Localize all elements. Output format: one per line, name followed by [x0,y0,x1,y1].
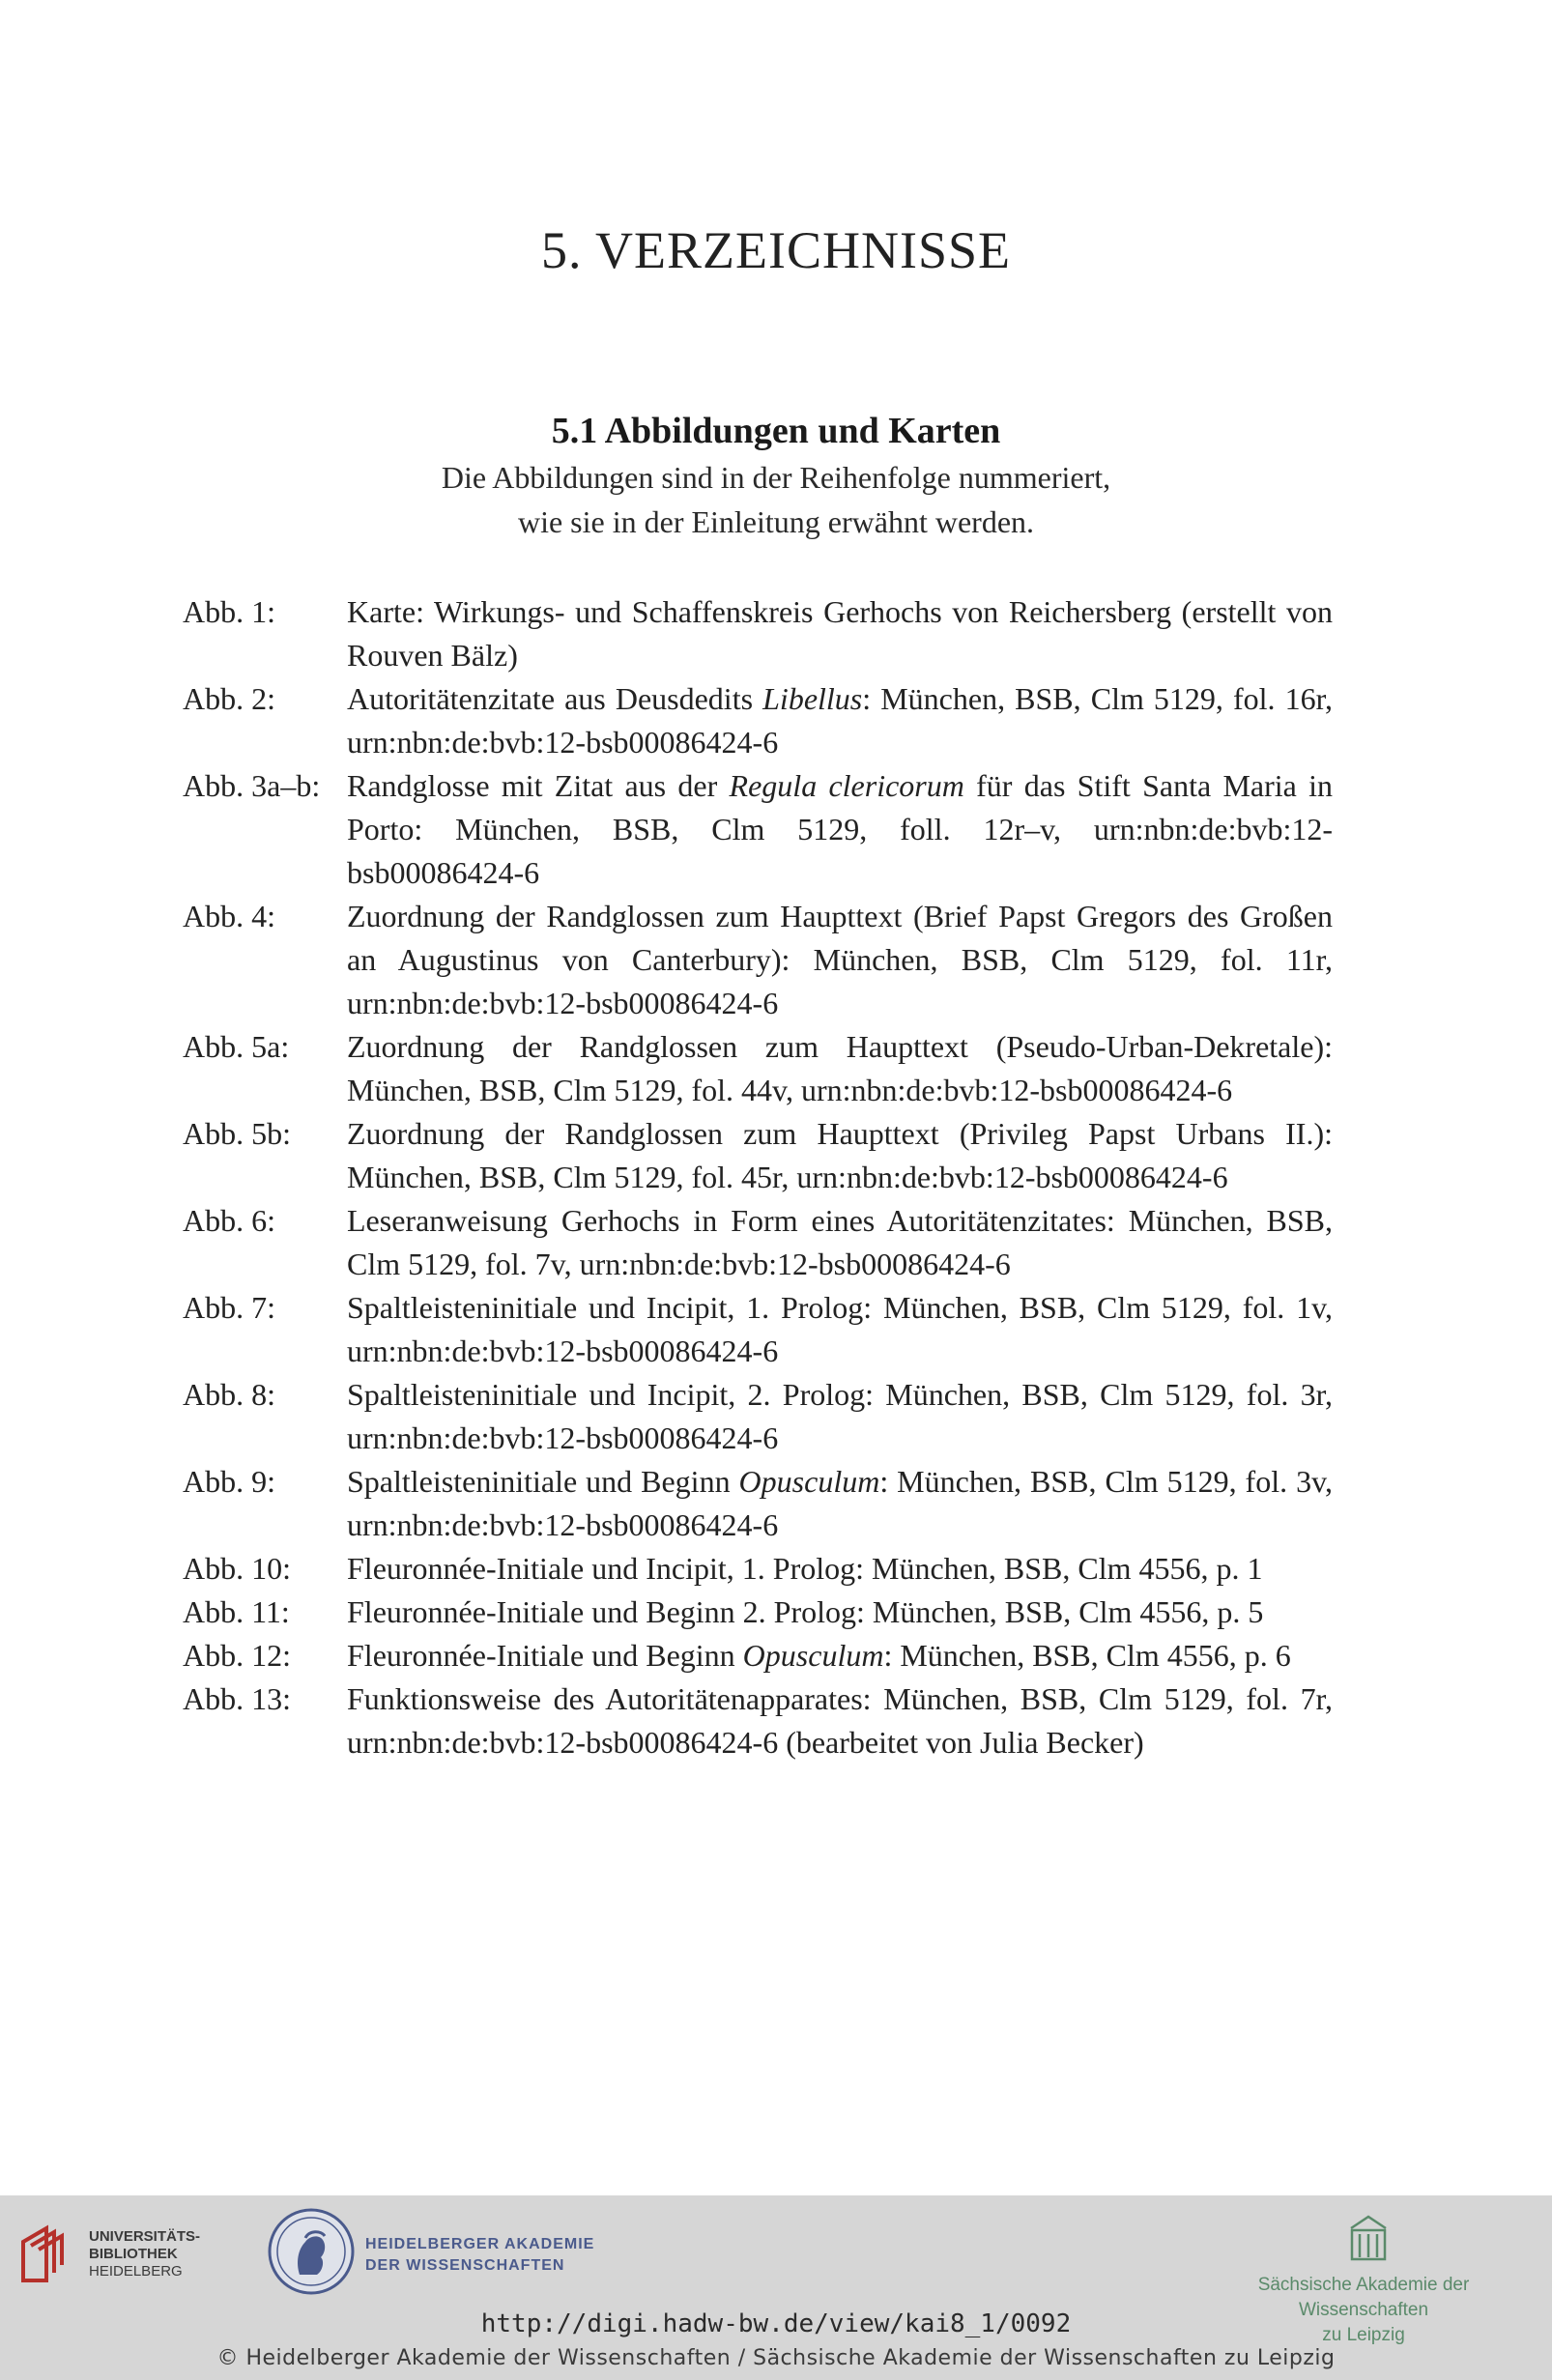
figure-caption [347,1547,1333,1591]
intro-line: Die Abbildungen sind in der Reihenfolge nummeriert, [441,460,1111,495]
figure-label: Abb. 10: [183,1551,291,1586]
list-item [183,1634,1333,1677]
saxon-academy-name: Sächsische Akademie der Wissenschaften zu Leipzig [1257,2275,1470,2345]
caption-segment: : München, BSB, Clm 5129, fol. 3v, urn:nbn:de:bvb:12-bsb00086424-6 [347,1464,1334,1542]
caption-segment: Leseranweisung Gerhochs in Form eines Autoritätenzitates: München, BSB, Clm 5129, fol. 7v, urn:nbn:de:bvb:12-bsb00086424-6 [347,1203,1333,1281]
figure-caption [347,764,1333,895]
list-item [183,895,1333,1025]
figure-label: Abb. 13: [183,1681,291,1716]
university-library-name: UNIVERSITÄTS- BIBLIOTHEK HEIDELBERG [89,2228,201,2280]
copyright-notice: © Heidelberger Akademie der Wissenschaften / Sächsische Akademie der Wissenschaften zu Leipzig [216,2346,1336,2370]
figure-caption [347,1373,1333,1460]
university-library-logo-icon[interactable] [17,2221,81,2293]
figure-caption [347,1199,1333,1286]
caption-segment: : München, BSB, Clm 4556, p. 6 [883,1638,1291,1673]
caption-segment: Randglosse mit Zitat aus der [347,768,730,803]
caption-title-italic: Opusculum [742,1638,884,1673]
figure-label: Abb. 5b: [183,1116,291,1151]
caption-title-italic: Libellus [762,681,863,716]
list-item [183,1547,1333,1591]
figure-label: Abb. 5a: [183,1029,290,1064]
list-item [183,1677,1333,1764]
saxon-academy-building-icon[interactable] [1347,2213,1390,2268]
list-item [183,764,1333,895]
figure-label: Abb. 12: [183,1638,291,1673]
figure-caption [347,677,1333,764]
list-item [183,1591,1333,1634]
figure-label: Abb. 3a–b: [183,768,321,803]
figure-label: Abb. 4: [183,899,275,933]
caption-segment: Fleuronnée-Initiale und Beginn 2. Prolog: München, BSB, Clm 4556, p. 5 [347,1594,1264,1629]
caption-segment: Fleuronnée-Initiale und Beginn [347,1638,743,1673]
caption-segment: Zuordnung der Randglossen zum Haupttext (Brief Papst Gregors des Großen an Augustinus von Canterbury): München, BSB, Clm 5129, fol. 11r, urn:nbn:de:bvb:12-bsb00086424-6 [347,899,1333,1020]
figure-list [183,590,1333,1764]
caption-segment: Funktionsweise des Autoritätenapparates: München, BSB, Clm 5129, fol. 7r, urn:nbn:de:bvb:12-bsb00086424-6 (bearbeitet von Julia Becker) [347,1681,1333,1760]
figure-label: Abb. 8: [183,1377,275,1412]
figure-caption [347,1025,1333,1112]
caption-segment: Zuordnung der Randglossen zum Haupttext (Privileg Papst Urbans II.): München, BSB, Clm 5129, fol. 45r, urn:nbn:de:bvb:12-bsb00086424-6 [347,1116,1333,1194]
figure-label: Abb. 1: [183,594,275,629]
figure-label: Abb. 11: [183,1594,290,1629]
list-item [183,1286,1333,1373]
academy-seal-icon[interactable] [267,2207,356,2301]
figure-caption [347,895,1333,1025]
caption-segment: Spaltleisteninitiale und Incipit, 1. Prolog: München, BSB, Clm 5129, fol. 1v, urn:nbn:de:bvb:12-bsb00086424-6 [347,1290,1333,1368]
figure-caption [347,590,1333,677]
caption-segment: : München, BSB, Clm 5129, fol. 16r, urn:nbn:de:bvb:12-bsb00086424-6 [347,681,1334,760]
section-title: 5.1 Abbildungen und Karten [551,411,1001,451]
figure-label: Abb. 9: [183,1464,275,1499]
chapter-title: 5. VERZEICHNISSE [540,221,1012,279]
list-item [183,1025,1333,1112]
caption-segment: Karte: Wirkungs- und Schaffenskreis Gerhochs von Reichersberg (erstellt von Rouven Bälz) [347,594,1333,673]
caption-segment: Autoritätenzitate aus Deusdedits [347,681,763,716]
heidelberg-academy-name: HEIDELBERGER AKADEMIE DER WISSENSCHAFTEN [365,2236,595,2274]
figure-label: Abb. 6: [183,1203,275,1238]
list-item [183,1373,1333,1460]
list-item [183,1112,1333,1199]
caption-segment: Zuordnung der Randglossen zum Haupttext (Pseudo-Urban-Dekretale): München, BSB, Clm 5129, fol. 44v, urn:nbn:de:bvb:12-bsb00086424-6 [347,1029,1333,1107]
caption-title-italic: Regula clericorum [729,768,964,803]
figure-label: Abb. 2: [183,681,275,716]
figure-caption [347,1112,1333,1199]
caption-title-italic: Opusculum [738,1464,880,1499]
figure-label: Abb. 7: [183,1290,275,1325]
footer-band [0,2195,1552,2380]
list-item [183,1460,1333,1547]
figure-caption [347,1591,1333,1634]
permalink-url[interactable]: http://digi.hadw-bw.de/view/kai8_1/0092 [480,2309,1072,2338]
figure-caption [347,1460,1333,1547]
caption-segment: Fleuronnée-Initiale und Incipit, 1. Prolog: München, BSB, Clm 4556, p. 1 [347,1551,1263,1586]
figure-caption [347,1677,1333,1764]
intro-line: wie sie in der Einleitung erwähnt werden. [517,504,1035,539]
figure-caption [347,1634,1333,1677]
caption-segment: Spaltleisteninitiale und Beginn [347,1464,739,1499]
list-item [183,677,1333,764]
caption-segment: für das Stift Santa Maria in Porto: München, BSB, Clm 5129, foll. 12r–v, urn:nbn:de:bvb:12-bsb00086424-6 [347,768,1334,890]
list-item [183,1199,1333,1286]
figure-caption [347,1286,1333,1373]
caption-segment: Spaltleisteninitiale und Incipit, 2. Prolog: München, BSB, Clm 5129, fol. 3r, urn:nbn:de:bvb:12-bsb00086424-6 [347,1377,1333,1455]
list-item [183,590,1333,677]
